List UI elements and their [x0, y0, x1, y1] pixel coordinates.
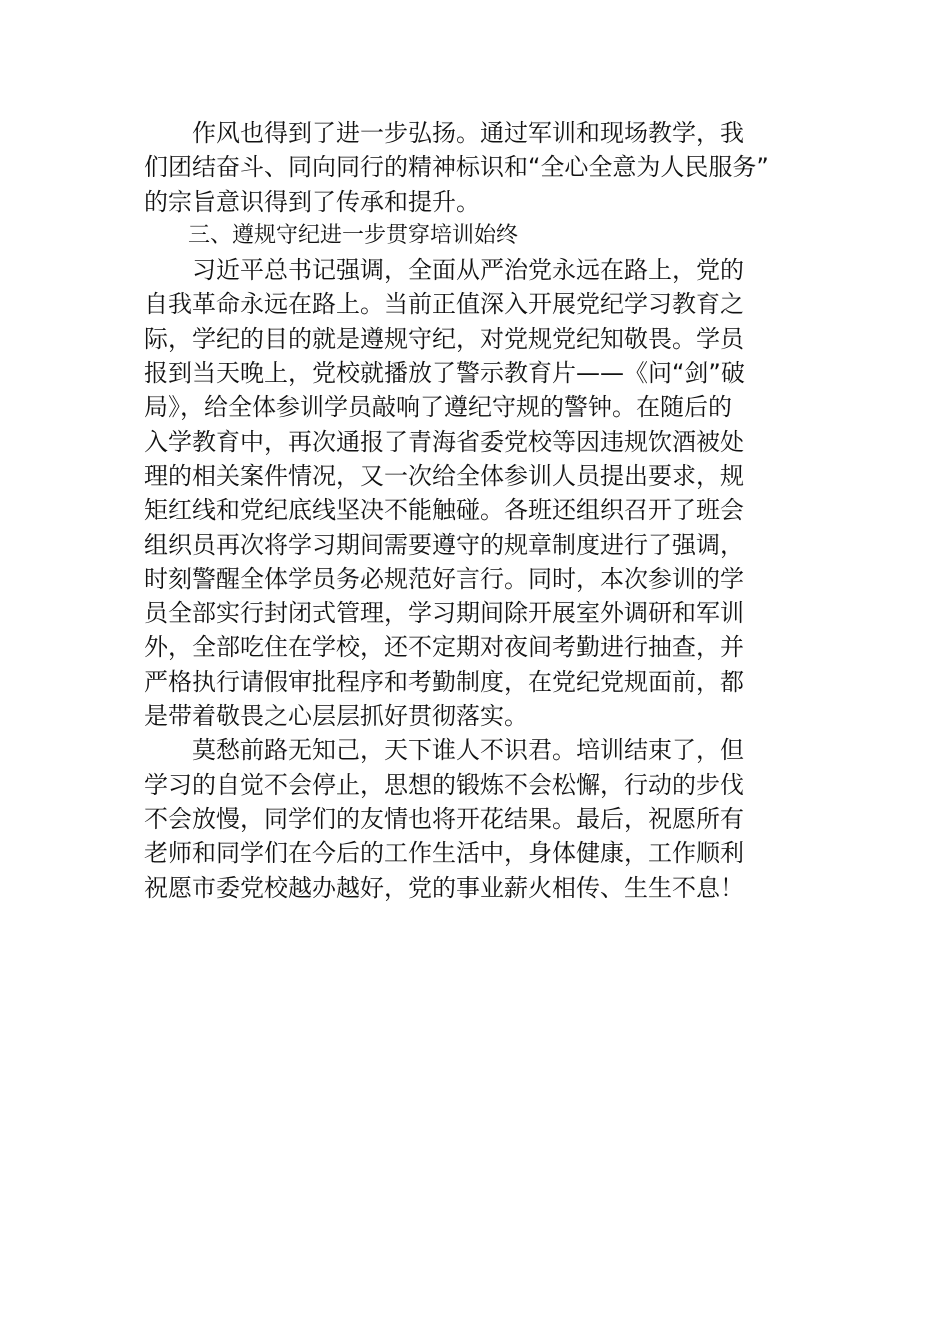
text-line: 员全部实行封闭式管理，学习期间除开展室外调研和军训: [144, 599, 744, 628]
text-line: 组织员再次将学习期间需要遵守的规章制度进行了强调，: [144, 530, 744, 559]
text-line: 局》，给全体参训学员敲响了遵纪守规的警钟。在随后的: [144, 393, 732, 422]
text-line: 是带着敬畏之心层层抓好贯彻落实。: [144, 702, 528, 731]
text-line: 时刻警醒全体学员务必规范好言行。同时，本次参训的学: [144, 564, 744, 593]
text-line: 的宗旨意识得到了传承和提升。: [144, 187, 480, 216]
paragraph-closing: [144, 733, 806, 904]
text-line: 外，全部吃住在学校，还不定期对夜间考勤进行抽查，并: [144, 633, 744, 662]
text-line: 矩红线和党纪底线坚决不能触碰。各班还组织召开了班会: [144, 496, 744, 525]
text-line: 严格执行请假审批程序和考勤制度，在党纪党规面前，都: [144, 667, 744, 696]
text-line: 入学教育中，再次通报了青海省委党校等因违规饮酒被处: [144, 427, 744, 456]
text-line: 学习的自觉不会停止，思想的锻炼不会松懈，行动的步伐: [144, 770, 744, 799]
text-line: 祝愿市委党校越办越好，党的事业薪火相传、生生不息！: [144, 873, 744, 902]
text-line: 们团结奋斗、同向同行的精神标识和“全心全意为人民服务”: [144, 153, 769, 182]
document-body: [144, 116, 806, 905]
text-line: 际，学纪的目的就是遵规守纪，对党规党纪知敬畏。学员: [144, 324, 744, 353]
text-line: 理的相关案件情况，又一次给全体参训人员提出要求，规: [144, 461, 744, 490]
text-line: 不会放慢，同学们的友情也将开花结果。最后，祝愿所有: [144, 804, 744, 833]
text-line: 报到当天晚上，党校就播放了警示教育片——《问“剑”破: [144, 359, 745, 388]
text-line: 习近平总书记强调，全面从严治党永远在路上，党的: [144, 256, 744, 285]
text-line: 老师和同学们在今后的工作生活中，身体健康，工作顺利: [144, 839, 744, 868]
text-line: 作风也得到了进一步弘扬。通过军训和现场教学，我: [144, 119, 744, 147]
paragraph-continuation: [144, 116, 806, 219]
text-line: 自我革命永远在路上。当前正值深入开展党纪学习教育之: [144, 290, 744, 319]
heading-line: 三、遵规守纪进一步贯穿培训始终: [144, 222, 519, 248]
paragraph-discipline: [144, 253, 806, 733]
text-line: 莫愁前路无知己，天下谁人不识君。培训结束了，但: [144, 736, 744, 765]
section-heading: [144, 219, 806, 253]
